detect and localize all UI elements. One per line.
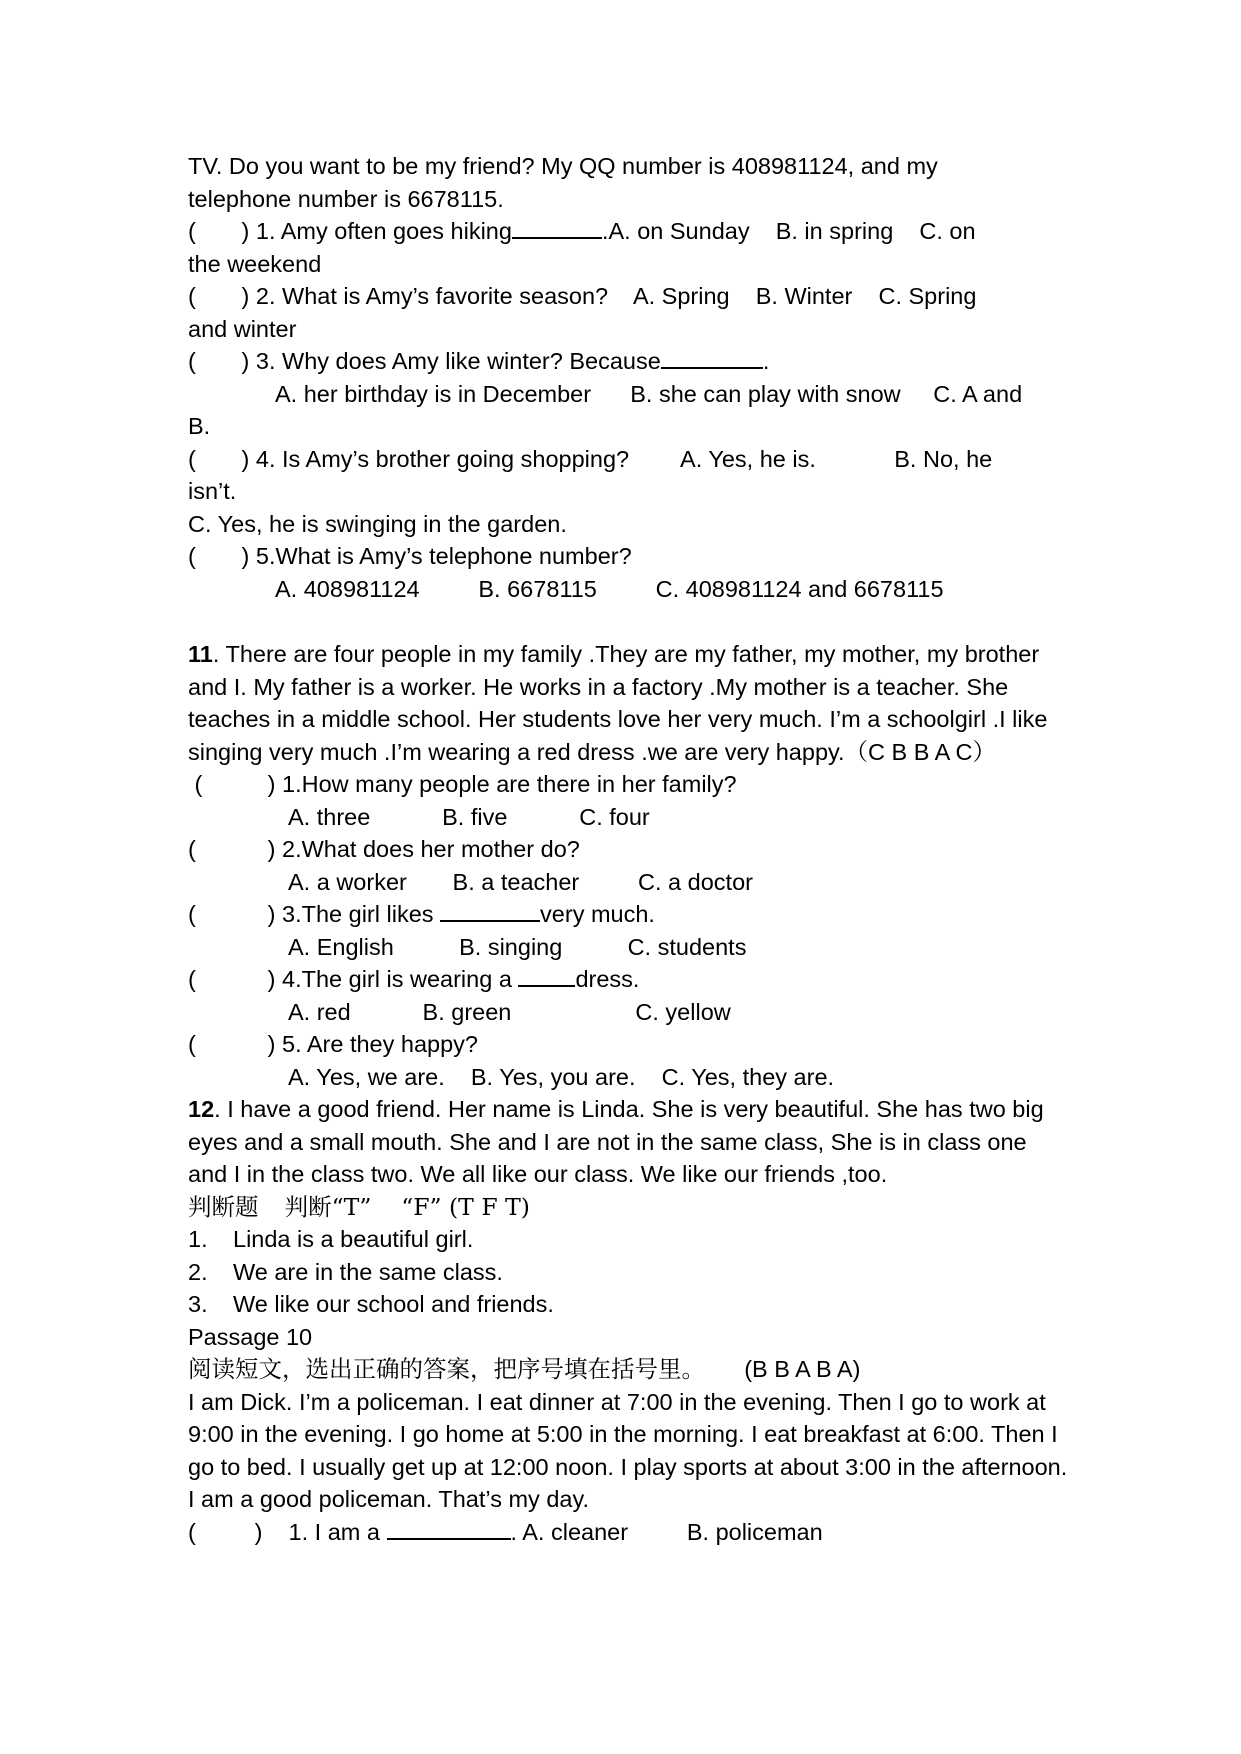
answer-paren[interactable]: ( [188, 543, 196, 569]
question-10-5: ( ) 5.What is Amy’s telephone number? [188, 543, 632, 569]
options-line: A. English B. singing C. students [288, 933, 747, 960]
blank[interactable] [387, 1516, 511, 1540]
question-11-3: ( ) 3.The girl likes very much. [188, 898, 1068, 931]
passage-text: . There are four people in my family .They are my father, my mother, my brother and I. My father is a worker. He works in a factory .My mother is a teacher. She teaches in a middle school. Her students love her very much. I’m a schoolgirl .I like singing very much .I’m wearing a red dress .we are very happy.（C B B A C） [188, 641, 1048, 765]
passage-text: . I have a good friend. Her name is Linda. She is very beautiful. She has two big eyes and a small mouth. She and I are not in the same class, She is in class one and I in the class two. We all like our class. We like our friends ,too. [188, 1096, 1044, 1187]
options-line: A. 408981124 B. 6678115 C. 408981124 and 6678115 [275, 575, 944, 602]
passage-12 [188, 1093, 1068, 1191]
options-line: A. a worker B. a teacher C. a doctor [288, 868, 753, 895]
passage-line: telephone number is 6678115. [188, 185, 504, 212]
statement-item: 3. We like our school and friends. [188, 1291, 554, 1317]
worksheet-page [188, 150, 1068, 1548]
passage-10-text: I am Dick. I’m a policeman. I eat dinner at 7:00 in the evening. Then I go to work at 9:00 in the evening. I go home at 5:00 in the morning. I eat breakfast at 6:00. Then I go to bed. I usually get up at 12:00 noon. I play sports at about 3:00 in the afternoon. I am a good policeman. That’s my day. [188, 1388, 1068, 1512]
passage-number: 12 [188, 1096, 215, 1122]
blank[interactable] [661, 345, 763, 369]
passage-line: TV. Do you want to be my friend? My QQ number is 408981124, and my [188, 153, 938, 179]
answer-paren[interactable]: ( [188, 1518, 196, 1545]
passage-11 [188, 638, 1068, 768]
question-11-4: ( ) 4.The girl is wearing a dress. [188, 963, 1068, 996]
section-title: Passage 10 [188, 1323, 313, 1350]
question-continuation: isn’t. [188, 478, 237, 504]
answer-paren[interactable]: ( [188, 445, 196, 472]
answer-paren[interactable]: ( [188, 348, 196, 374]
question-11-2: ( ) 2.What does her mother do? [188, 836, 580, 862]
question-continuation: the weekend [188, 250, 322, 277]
answer-paren[interactable]: ( [188, 1031, 196, 1057]
question-continuation: and winter [188, 315, 297, 342]
blank[interactable] [440, 898, 540, 922]
question-p10-1: ( ) 1. I am a . A. cleaner B. policeman [188, 1516, 1068, 1549]
question-11-5: ( ) 5. Are they happy? [188, 1031, 478, 1057]
blank[interactable] [512, 215, 602, 239]
answer-paren[interactable]: ( [188, 836, 196, 862]
answer-paren[interactable]: ( [188, 966, 196, 992]
question-continuation: C. Yes, he is swinging in the garden. [188, 510, 567, 537]
passage-number: 11 [188, 641, 213, 667]
blank[interactable] [518, 963, 575, 987]
answer-paren[interactable]: ( [188, 218, 196, 244]
options-line: A. three B. five C. four [288, 803, 650, 830]
judge-instruction: 判断题 判断“T” “F” (T F T) [188, 1192, 530, 1221]
question-10-1: ( ) 1. Amy often goes hiking .A. on Sunday B. in spring C. on [188, 215, 1068, 248]
question-continuation: B. [188, 413, 211, 439]
statement-item: 1. Linda is a beautiful girl. [188, 1226, 474, 1252]
answer-paren[interactable]: ( [194, 771, 203, 797]
section-instruction: 阅读短文，选出正确的答案，把序号填在括号里。 (B B A B A) [188, 1355, 861, 1383]
answer-paren[interactable]: ( [188, 901, 196, 927]
question-10-4: ( ) 4. Is Amy’s brother going shopping? A. Yes, he is. B. No, he [188, 445, 993, 472]
question-11-1: ( ) 1.How many people are there in her family? [194, 771, 737, 797]
options-line: A. Yes, we are. B. Yes, you are. C. Yes, they are. [288, 1063, 835, 1090]
options-line: A. red B. green C. yellow [288, 998, 731, 1025]
answer-paren[interactable]: ( [188, 283, 196, 309]
options-line: A. her birthday is in December B. she can play with snow C. A and [275, 380, 1023, 407]
statement-item: 2. We are in the same class. [188, 1258, 503, 1285]
question-10-2: ( ) 2. What is Amy’s favorite season? A. Spring B. Winter C. Spring [188, 283, 977, 309]
question-10-3: ( ) 3. Why does Amy like winter? Because . [188, 345, 1068, 378]
